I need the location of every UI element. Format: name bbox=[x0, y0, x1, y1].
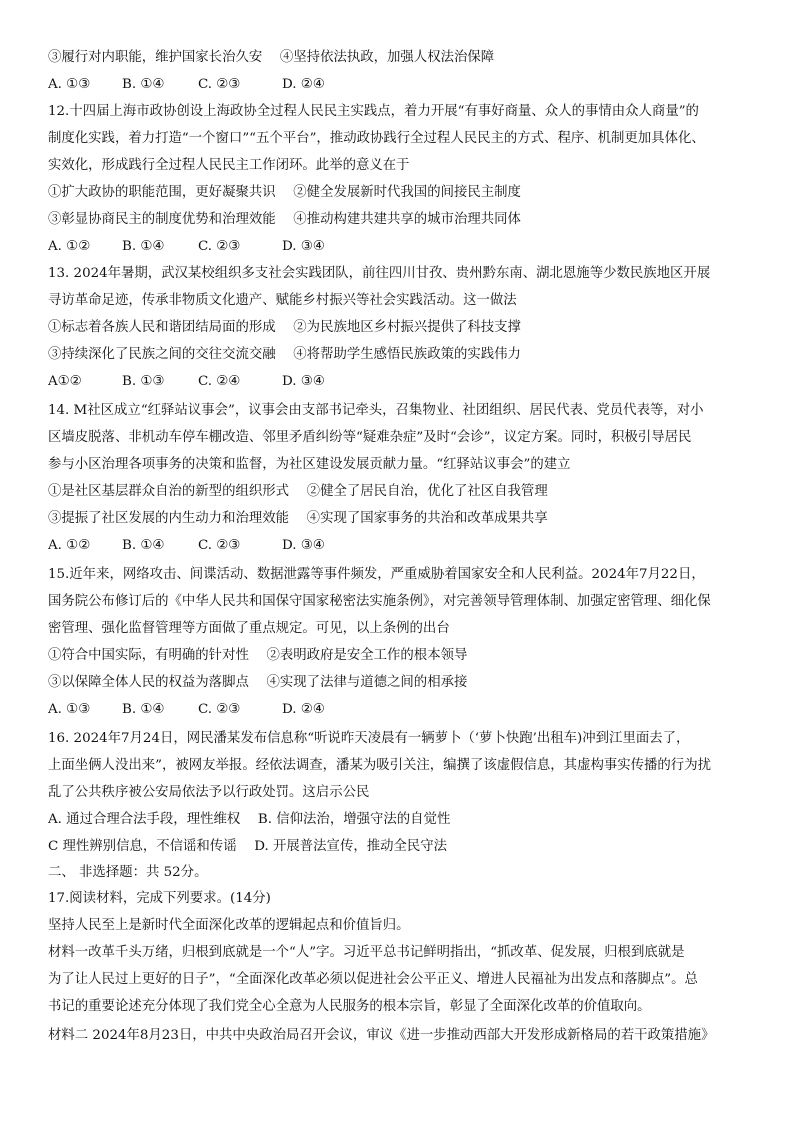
q12-items-line: ①扩大政协的职能范围，更好凝聚共识 ②健全发展新时代我国的间接民主制度 bbox=[48, 185, 521, 200]
q14-items-line: ③提振了社区发展的内生动力和治理效能 ④实现了国家事务的共治和改革成果共享 bbox=[48, 511, 548, 526]
q13-option-d: D. ③④ bbox=[282, 374, 325, 389]
q17-material1-line: 为了让人民过上更好的日子”，“全面深化改革必须以促进社会公平正义、增进人民福祉为出发点和落脚点”。总 bbox=[48, 972, 698, 987]
q14-option-b: B. ①④ bbox=[122, 538, 165, 553]
q14-stem-line: 区墙皮脱落、非机动车停车棚改造、邻里矛盾纠纷等“疑难杂症”及时“会诊”，议定方案。同时，积极引导居民 bbox=[48, 430, 692, 445]
q15-option-b: B. ①④ bbox=[122, 702, 165, 717]
q11-option-a: A. ①③ bbox=[48, 77, 91, 92]
q13-option-b: B. ①③ bbox=[122, 374, 165, 389]
q12-option-d: D. ③④ bbox=[282, 239, 325, 254]
q12-option-b: B. ①④ bbox=[122, 239, 165, 254]
q11-option-d: D. ②④ bbox=[282, 77, 325, 92]
q11-options bbox=[48, 75, 757, 95]
q17-material1-line: 书记的重要论述充分体现了我们党全心全意为人民服务的根本宗旨，彰显了全面深化改革的价值取向。 bbox=[48, 999, 651, 1014]
q15-option-c: C. ②③ bbox=[198, 702, 241, 717]
q12-stem-line: 12.十四届上海市政协创设上海政协全过程人民民主实践点，着力开展“有事好商量、众人的事情由众人商量”的 bbox=[48, 104, 699, 119]
q13-option-a: A①② bbox=[48, 374, 82, 389]
q16-stem-line: 上面坐俩人没出来”，被网友举报。经依法调查，潘某为吸引关注，编撰了该虚假信息，其虚构事实传播的行为扰 bbox=[48, 758, 711, 773]
q13-items-line: ①标志着各族人民和谐团结局面的形成 ②为民族地区乡村振兴提供了科技支撑 bbox=[48, 320, 521, 335]
q14-option-a: A. ①② bbox=[48, 538, 91, 553]
q14-options bbox=[48, 536, 757, 556]
q11-option-c: C. ②③ bbox=[198, 77, 241, 92]
q11-option-b: B. ①④ bbox=[122, 77, 165, 92]
q17-stem: 17.阅读材料，完成下列要求。(14分) bbox=[48, 891, 271, 906]
q15-stem-line: 密管理、强化监督管理等方面做了重点规定。可见，以上条例的出台 bbox=[48, 621, 450, 636]
q12-options bbox=[48, 237, 757, 257]
q15-stem-line: 国务院公布修订后的《中华人民共和国保守国家秘密法实施条例》，对完善领导管理体制、加强定密管理、细化保 bbox=[48, 594, 711, 609]
q13-items-line: ③持续深化了民族之间的交往交流交融 ④将帮助学生感悟民族政策的实践伟力 bbox=[48, 347, 521, 362]
q17-intro: 坚持人民至上是新时代全面深化改革的逻辑起点和价值旨归。 bbox=[48, 918, 410, 933]
q15-items-line: ③以保障全体人民的权益为落脚点 ④实现了法律与道德之间的相承接 bbox=[48, 675, 468, 690]
q15-options bbox=[48, 700, 757, 720]
q14-items-line: ①是社区基层群众自治的新型的组织形式 ②健全了居民自治，优化了社区自我管理 bbox=[48, 484, 548, 499]
q15-stem-line: 15.近年来，网络攻击、间谍活动、数据泄露等事件频发，严重威胁着国家安全和人民利益。2024年7月22日， bbox=[48, 567, 705, 582]
q15-items-line: ①符合中国实际，有明确的针对性 ②表明政府是安全工作的根本领导 bbox=[48, 648, 468, 663]
q12-stem-line: 实效化，形成践行全过程人民民主工作闭环。此举的意义在于 bbox=[48, 158, 410, 173]
q12-option-c: C. ②③ bbox=[198, 239, 241, 254]
q14-stem-line: 14. M社区成立“红驿站议事会”，议事会由支部书记牵头，召集物业、社团组织、居民代表、党员代表等，对小 bbox=[48, 403, 704, 418]
q17-material2-line: 材料二 2024年8月23日，中共中央政治局召开会议，审议《进一步推动西部大开发形成新格局的若干政策措施》 bbox=[48, 1028, 715, 1043]
section-heading: 二、 非选择题：共 52分。 bbox=[48, 865, 208, 880]
q13-stem-line: 13. 2024年暑期，武汉某校组织多支社会实践团队，前往四川甘孜、贵州黔东南、湖北恩施等少数民族地区开展 bbox=[48, 266, 711, 281]
q11-items-line: ③履行对内职能，维护国家长治久安 ④坚持依法执政，加强人权法治保障 bbox=[48, 50, 495, 65]
q16-options-line: C 理性辨别信息，不信谣和传谣 D. 开展普法宣传，推动全民守法 bbox=[48, 839, 448, 854]
q13-option-c: C. ②④ bbox=[198, 374, 241, 389]
q17-material1-line: 材料一改革千头万绪，归根到底就是一个“人”字。习近平总书记鲜明指出，“抓改革、促发展，归根到底就是 bbox=[48, 945, 685, 960]
q13-stem-line: 寻访革命足迹，传承非物质文化遗产、赋能乡村振兴等社会实践活动。这一做法 bbox=[48, 293, 517, 308]
q16-stem-line: 16. 2024年7月24日，网民潘某发布信息称“听说昨天凌晨有一辆萝卜（‘萝卜快跑’出租车)冲到江里面去了， bbox=[48, 731, 690, 746]
q15-option-d: D. ②④ bbox=[282, 702, 325, 717]
q16-options-line: A. 通过合理合法手段，理性维权 B. 信仰法治，增强守法的自觉性 bbox=[48, 812, 451, 827]
q14-option-c: C. ②③ bbox=[198, 538, 241, 553]
q14-stem-line: 参与小区治理各项事务的决策和监督，为社区建设发展贡献力量。“红驿站议事会”的建立 bbox=[48, 457, 571, 472]
q14-option-d: D. ③④ bbox=[282, 538, 325, 553]
q12-option-a: A. ①② bbox=[48, 239, 91, 254]
q12-stem-line: 制度化实践，着力打造“一个窗口”“五个平台”，推动政协践行全过程人民民主的方式、程序、机制更加具体化、 bbox=[48, 131, 705, 146]
q15-option-a: A. ①③ bbox=[48, 702, 91, 717]
q16-stem-line: 乱了公共秩序被公安局依法予以行政处罚。这启示公民 bbox=[48, 785, 370, 800]
q12-items-line: ③彰显协商民主的制度优势和治理效能 ④推动构建共建共享的城市治理共同体 bbox=[48, 212, 521, 227]
q13-options bbox=[48, 372, 757, 392]
